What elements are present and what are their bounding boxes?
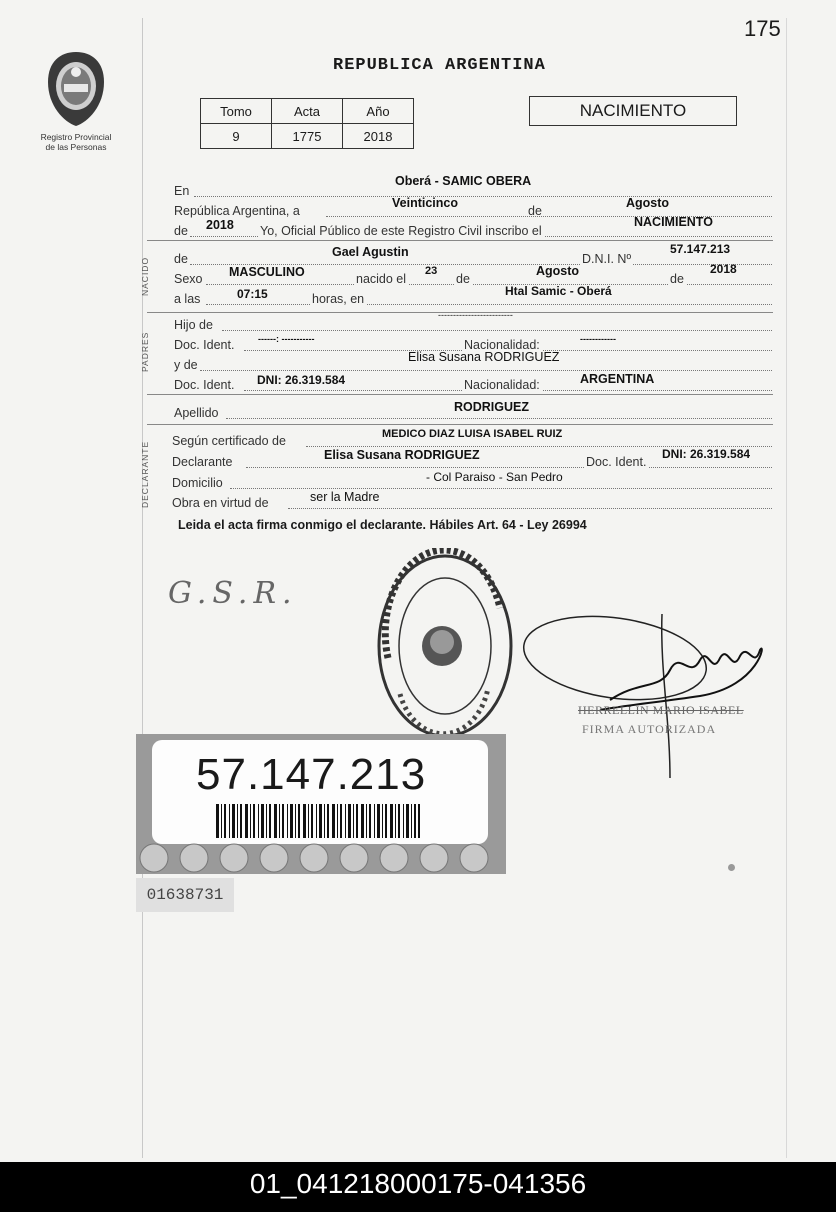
mother-doc-value: DNI: 26.319.584 (257, 373, 346, 387)
nacionalidad-label: Nacionalidad: (464, 338, 540, 352)
domicilio-label: Domicilio (172, 476, 223, 490)
location-value: Oberá - SAMIC OBERA (395, 174, 532, 188)
de-label: de (670, 272, 684, 286)
dotted-line (194, 196, 772, 197)
signer-name: HERRELLIN MARIO ISABEL (578, 703, 744, 717)
mother-nationality-value: ARGENTINA (580, 372, 655, 386)
nacido-label: nacido el (356, 272, 407, 286)
acta-value: 1775 (272, 124, 343, 149)
mother-name-value: Elisa Susana RODRIGUEZ (408, 350, 560, 364)
birth-day-value: 23 (425, 265, 438, 277)
hijo-label: Hijo de (174, 318, 213, 332)
republic-label: República Argentina, a (174, 204, 300, 218)
padres-section-label: PADRES (140, 331, 150, 372)
document-number: 01638731 (136, 878, 234, 912)
child-dni-value: 57.147.213 (670, 242, 731, 256)
signer-title: FIRMA AUTORIZADA (582, 722, 717, 736)
record-table (200, 98, 414, 149)
birth-place-value: Htal Samic - Oberá (505, 284, 612, 298)
provincial-coat-of-arms-icon (40, 48, 112, 128)
hours-label: horas, en (312, 292, 365, 306)
apellido-label: Apellido (174, 406, 219, 420)
apellido-value: RODRIGUEZ (454, 400, 529, 414)
de-label: de (528, 204, 542, 218)
dotted-line (230, 488, 772, 489)
section-divider (147, 424, 773, 425)
footer-id: 01_041218000175-041356 (249, 1168, 587, 1199)
anio-header: Año (343, 99, 414, 124)
dotted-line (206, 304, 772, 305)
birth-month-value: Agosto (536, 264, 580, 278)
doc-label: Doc. Ident. (174, 338, 235, 352)
en-label: En (174, 184, 190, 198)
doc-label: Doc. Ident. (586, 455, 647, 469)
address-value: - Col Paraiso - San Pedro (426, 470, 563, 484)
record-type-box: NACIMIENTO (529, 96, 737, 126)
doc-label: Doc. Ident. (174, 378, 235, 392)
left-margin-line (142, 18, 143, 1158)
year-value: 2018 (206, 218, 234, 232)
dotted-line (222, 330, 772, 331)
obra-label: Obra en virtud de (172, 496, 269, 510)
declarante-label: Declarante (172, 455, 233, 469)
de-label: de (174, 252, 188, 266)
acta-header: Acta (272, 99, 343, 124)
father-name-value: ------------------------- (438, 310, 513, 320)
dotted-line (288, 508, 772, 509)
dotted-line (246, 467, 772, 468)
officer-text: Yo, Oficial Público de este Registro Civil inscribo el (260, 224, 542, 238)
dni-label: D.N.I. Nº (582, 252, 632, 266)
tomo-header: Tomo (201, 99, 272, 124)
certificate-value: MEDICO DIAZ LUISA ISABEL RUIZ (382, 428, 563, 440)
section-divider (147, 240, 773, 241)
sticker-number: 57.147.213 (196, 750, 427, 799)
sexo-value: MASCULINO (229, 265, 305, 279)
dotted-line (200, 370, 772, 371)
legal-text: Leida el acta firma conmigo el declarante. Hábiles Art. 64 - Ley 26994 (178, 518, 587, 532)
anio-value: 2018 (343, 124, 414, 149)
hour-label: a las (174, 292, 201, 306)
declarante-section-label: DECLARANTE (140, 440, 150, 508)
de-label: de (456, 272, 470, 286)
tomo-value: 9 (201, 124, 272, 149)
signature-icon (520, 610, 780, 780)
registry-label: Registro Provincial de las Personas (40, 132, 112, 152)
sticker-pattern-icon (136, 842, 506, 874)
child-name-value: Gael Agustin (332, 245, 409, 259)
capacity-value: ser la Madre (310, 490, 380, 504)
hour-value: 07:15 (237, 287, 268, 301)
father-doc-value: ------: ----------- (258, 334, 315, 344)
nacido-section-label: NACIDO (140, 256, 150, 296)
declarante-name-value: Elisa Susana RODRIGUEZ (324, 448, 480, 462)
day-value: Veinticinco (392, 196, 458, 210)
declarante-doc-value: DNI: 26.319.584 (662, 447, 751, 461)
handwritten-initials: G.S.R. (168, 576, 298, 611)
de-label: de (174, 224, 188, 238)
nacionalidad-label: Nacionalidad: (464, 378, 540, 392)
page-number: 175 (744, 16, 781, 41)
sexo-label: Sexo (174, 272, 203, 286)
barcode-icon (216, 804, 420, 838)
birth-year-value: 2018 (710, 262, 737, 276)
punch-mark (728, 864, 735, 871)
right-margin-line (786, 18, 787, 1158)
month-value: Agosto (626, 196, 670, 210)
certificado-label: Según certificado de (172, 434, 286, 448)
section-divider (147, 394, 773, 395)
yde-label: y de (174, 358, 198, 372)
dotted-line (226, 418, 772, 419)
dotted-line (206, 284, 772, 285)
document-title: REPUBLICA ARGENTINA (333, 56, 546, 75)
registry-stamp-icon (370, 548, 520, 744)
inscribed-type-value: NACIMIENTO (634, 215, 713, 229)
father-nationality-value: ------------ (580, 334, 616, 344)
